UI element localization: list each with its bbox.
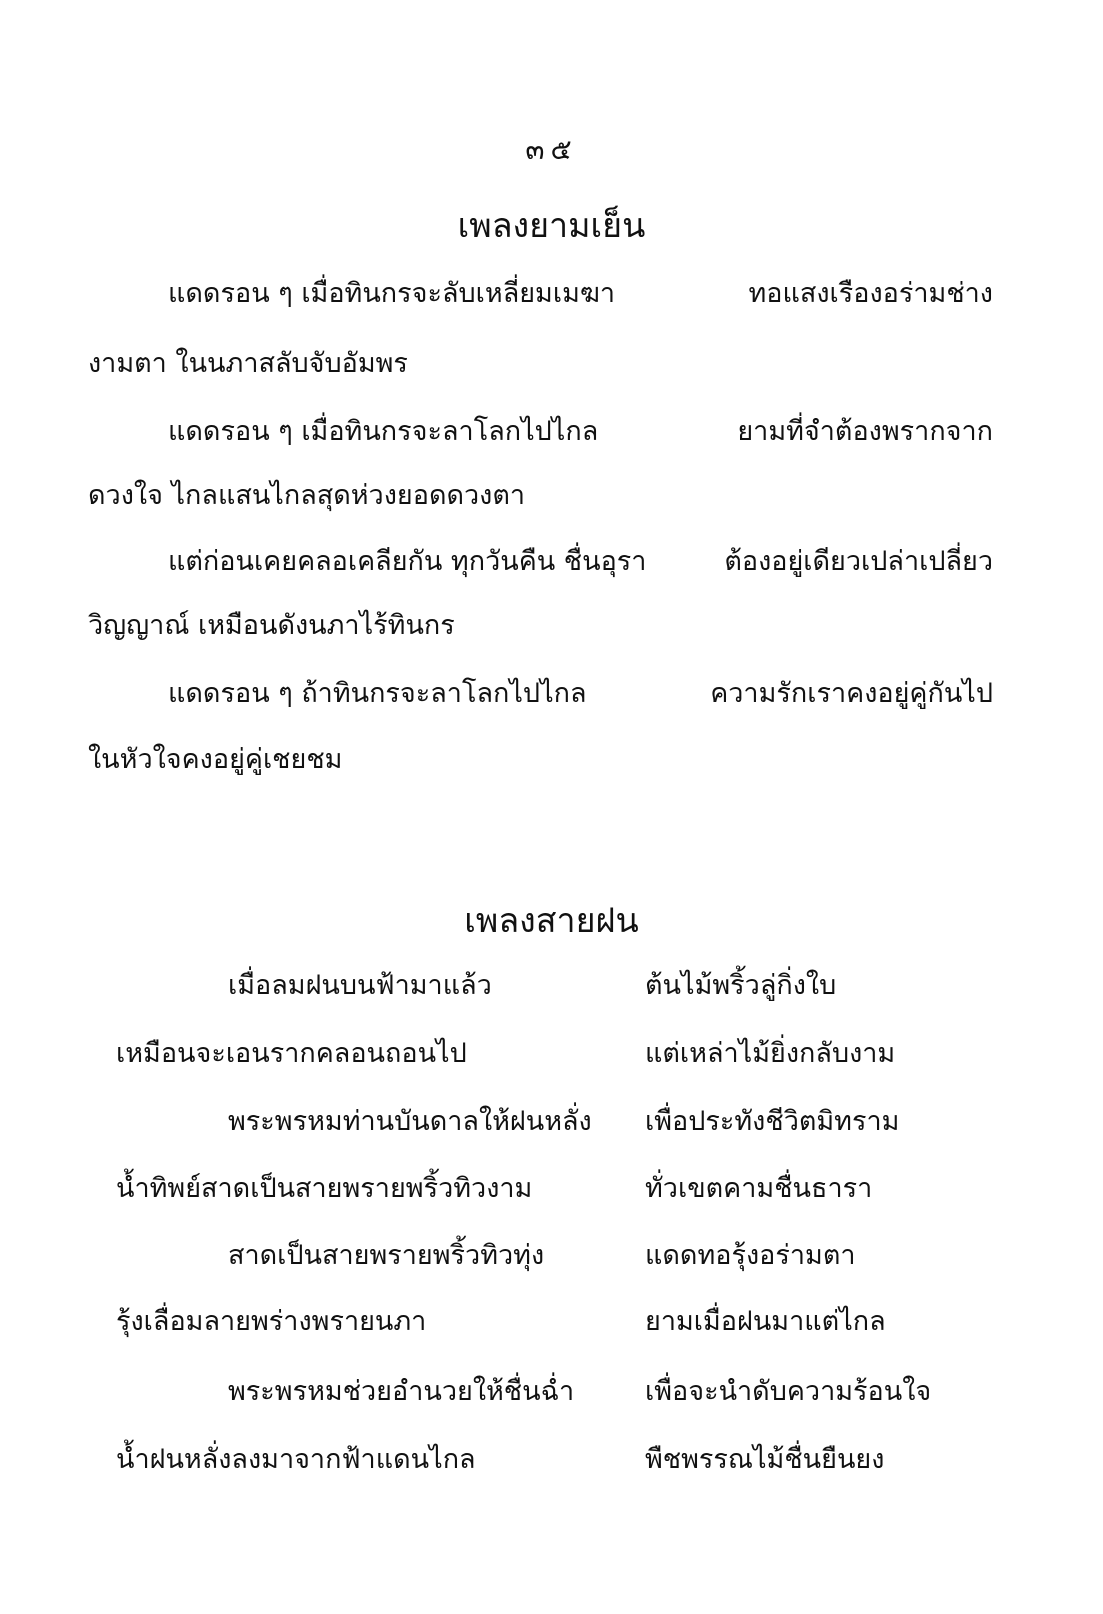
verse-line-end: ความรักเราคงอยู่คู่กันไป xyxy=(710,678,993,709)
page-number: ๓๕ xyxy=(525,133,578,166)
couplet-left: เมื่อลมฝนบนฟ้ามาแล้ว xyxy=(228,970,492,1001)
couplet-left: พระพรหมท่านบันดาลให้ฝนหลั่ง xyxy=(228,1106,592,1137)
verse-line: งามตา ในนภาสลับจับอัมพร xyxy=(88,348,408,379)
verse-line: แดดรอน ๆ ถ้าทินกรจะลาโลกไปไกล xyxy=(168,678,587,709)
couplet-right: ต้นไม้พริ้วลู่กิ่งใบ xyxy=(645,970,837,1001)
verse-line-end: ยามที่จำต้องพรากจาก xyxy=(737,416,993,447)
couplet-right: ทั่วเขตคามชื่นธารา xyxy=(645,1173,873,1204)
couplet-left: สาดเป็นสายพรายพริ้วทิวทุ่ง xyxy=(228,1240,545,1271)
couplet-left: พระพรหมช่วยอำนวยให้ชื่นฉ่ำ xyxy=(228,1376,575,1407)
couplet-right: เพื่อประทังชีวิตมิทราม xyxy=(645,1106,900,1137)
verse-line: ในหัวใจคงอยู่คู่เชยชม xyxy=(88,744,343,775)
couplet-right: พืชพรรณไม้ชื่นยืนยง xyxy=(645,1444,885,1475)
couplet-left: น้ำทิพย์สาดเป็นสายพรายพริ้วทิวงาม xyxy=(116,1173,533,1204)
couplet-left: เหมือนจะเอนรากคลอนถอนไป xyxy=(116,1038,467,1069)
verse-line: ดวงใจ ไกลแสนไกลสุดห่วงยอดดวงตา xyxy=(88,480,526,511)
song-title-rain: เพลงสายฝน xyxy=(464,901,639,941)
couplet-right: เพื่อจะนำดับความร้อนใจ xyxy=(645,1376,932,1407)
couplet-right: แดดทอรุ้งอร่ามตา xyxy=(645,1240,856,1271)
couplet-left: รุ้งเลื่อมลายพร่างพรายนภา xyxy=(116,1306,427,1337)
verse-line-end: ต้องอยู่เดียวเปล่าเปลี่ยว xyxy=(724,546,993,577)
couplet-right: แต่เหล่าไม้ยิ่งกลับงาม xyxy=(645,1038,896,1069)
verse-line-end: ทอแสงเรืองอร่ามช่าง xyxy=(748,278,993,309)
couplet-left: น้ำฝนหลั่งลงมาจากฟ้าแดนไกล xyxy=(116,1444,476,1475)
verse-line: แดดรอน ๆ เมื่อทินกรจะลาโลกไปไกล xyxy=(168,416,599,447)
couplet-right: ยามเมื่อฝนมาแต่ไกล xyxy=(645,1306,886,1337)
verse-line: แดดรอน ๆ เมื่อทินกรจะลับเหลี่ยมเมฆา xyxy=(168,278,616,309)
verse-line: แต่ก่อนเคยคลอเคลียกัน ทุกวันคืน ชื่นอุรา xyxy=(168,546,647,577)
song-title-evening: เพลงยามเย็น xyxy=(457,206,646,246)
verse-line: วิญญาณ์ เหมือนดังนภาไร้ทินกร xyxy=(88,610,455,641)
